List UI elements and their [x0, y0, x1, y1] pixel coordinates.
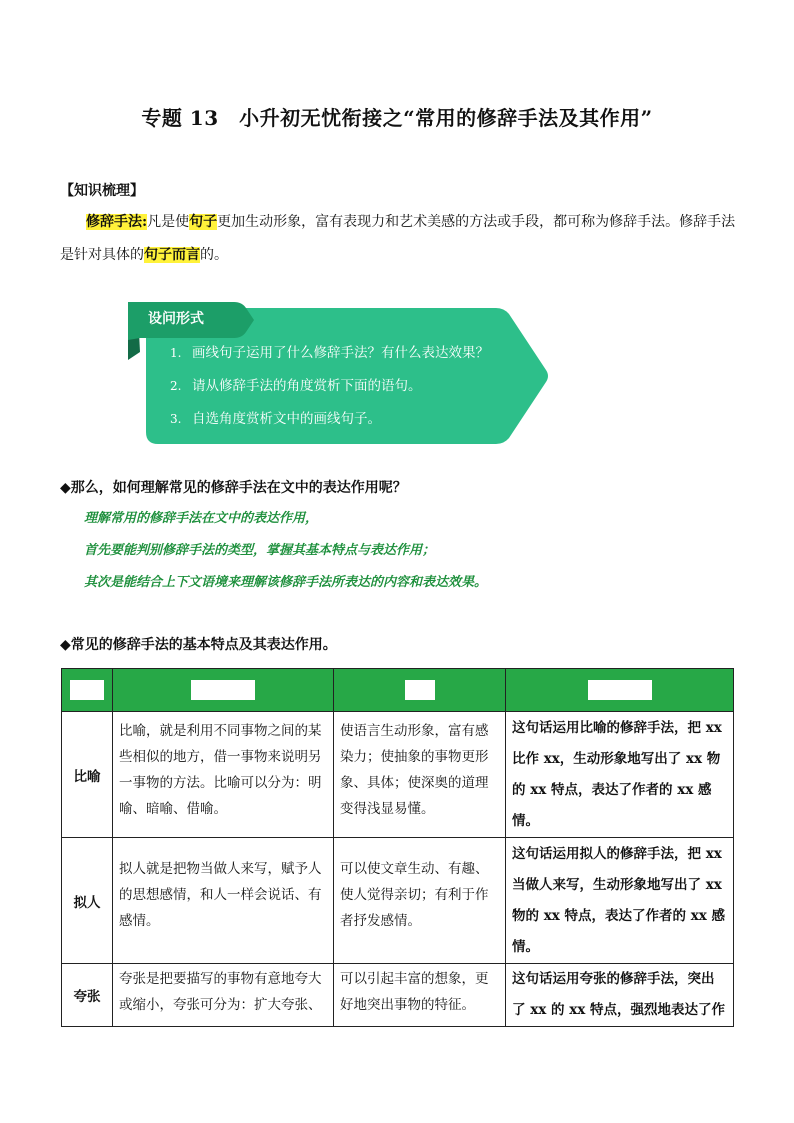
intro-text: 的。 [200, 247, 228, 263]
list-number: 3. [170, 412, 182, 426]
device-effect: 可以使文章生动、有趣、使人觉得亲切；有利于作者抒发感情。 [334, 838, 506, 964]
table-row [62, 838, 734, 964]
header-cell [62, 669, 113, 712]
rhetoric-table [61, 668, 734, 1027]
device-name: 比喻 [62, 712, 113, 838]
highlight-sentence: 句子 [189, 214, 218, 230]
header-cell [506, 669, 734, 712]
device-effect: 可以引起丰富的想象，更好地突出事物的特征。 [334, 964, 506, 1027]
list-item [170, 375, 489, 408]
list-text: 自选角度赏析文中的画线句子。 [192, 411, 381, 427]
term-highlight: 修辞手法: [86, 214, 148, 230]
header-placeholder [405, 680, 435, 700]
explanation-line: 首先要能判别修辞手法的类型，掌握其基本特点与表达作用； [84, 543, 436, 558]
device-definition: 夸张是把要描写的事物有意地夸大或缩小，夸张可分为：扩大夸张、 [113, 964, 334, 1027]
table-header-row [62, 669, 734, 712]
highlight-sentence-scope: 句子而言 [144, 247, 200, 263]
explanation-lines [84, 508, 487, 604]
question-form-banner [126, 300, 550, 446]
list-item [170, 342, 489, 375]
header-placeholder [70, 680, 104, 700]
answer-template: 这句话运用拟人的修辞手法，把 xx 当做人来写，生动形象地写出了 xx 物的 xx 特点，表达了作者的 xx 感情。 [506, 838, 734, 964]
header-cell [334, 669, 506, 712]
list-number: 2. [170, 379, 182, 393]
page-title: 专题 13 小升初无忧衔接之“常用的修辞手法及其作用” [141, 106, 653, 130]
device-definition: 拟人就是把物当做人来写，赋予人的思想感情，和人一样会说话、有感情。 [113, 838, 334, 964]
question-heading-1: ◆那么，如何理解常见的修辞手法在文中的表达作用呢？ [60, 480, 407, 496]
device-effect: 使语言生动形象，富有感染力；使抽象的事物更形象、具体；使深奥的道理变得浅显易懂。 [334, 712, 506, 838]
intro-text: 凡是使 [147, 214, 190, 230]
question-heading-2: ◆常见的修辞手法的基本特点及其表达作用。 [60, 637, 337, 653]
table-row [62, 964, 734, 1027]
device-name: 拟人 [62, 838, 113, 964]
section-tag: 【知识梳理】 [60, 183, 144, 199]
device-name: 夸张 [62, 964, 113, 1027]
header-placeholder [191, 680, 255, 700]
list-item [170, 408, 489, 441]
list-text: 画线句子运用了什么修辞手法？有什么表达效果？ [192, 345, 489, 361]
list-number: 1. [170, 346, 182, 360]
answer-template: 这句话运用夸张的修辞手法，突出了 xx 的 xx 特点，强烈地表达了作 [506, 964, 734, 1027]
header-placeholder [588, 680, 652, 700]
explanation-line: 理解常用的修辞手法在文中的表达作用， [84, 511, 319, 526]
banner-question-list [170, 342, 489, 441]
answer-template: 这句话运用比喻的修辞手法，把 xx 比作 xx，生动形象地写出了 xx 物的 xx 特点，表达了作者的 xx 感情。 [506, 712, 734, 838]
intro-text: 更加生动形象，富有表现力和艺术美感的方法或手段，都可称为修辞手法。修辞手法是针对具体的 [60, 214, 736, 263]
device-definition: 比喻，就是利用不同事物之间的某些相似的地方，借一事物来说明另一事物的方法。比喻可以分为：明喻、暗喻、借喻。 [113, 712, 334, 838]
header-cell [113, 669, 334, 712]
banner-tab-label: 设问形式 [148, 311, 204, 327]
list-text: 请从修辞手法的角度赏析下面的语句。 [192, 378, 422, 394]
explanation-line: 其次是能结合上下文语境来理解该修辞手法所表达的内容和表达效果。 [84, 575, 488, 590]
intro-paragraph [60, 206, 748, 272]
table-row [62, 712, 734, 838]
